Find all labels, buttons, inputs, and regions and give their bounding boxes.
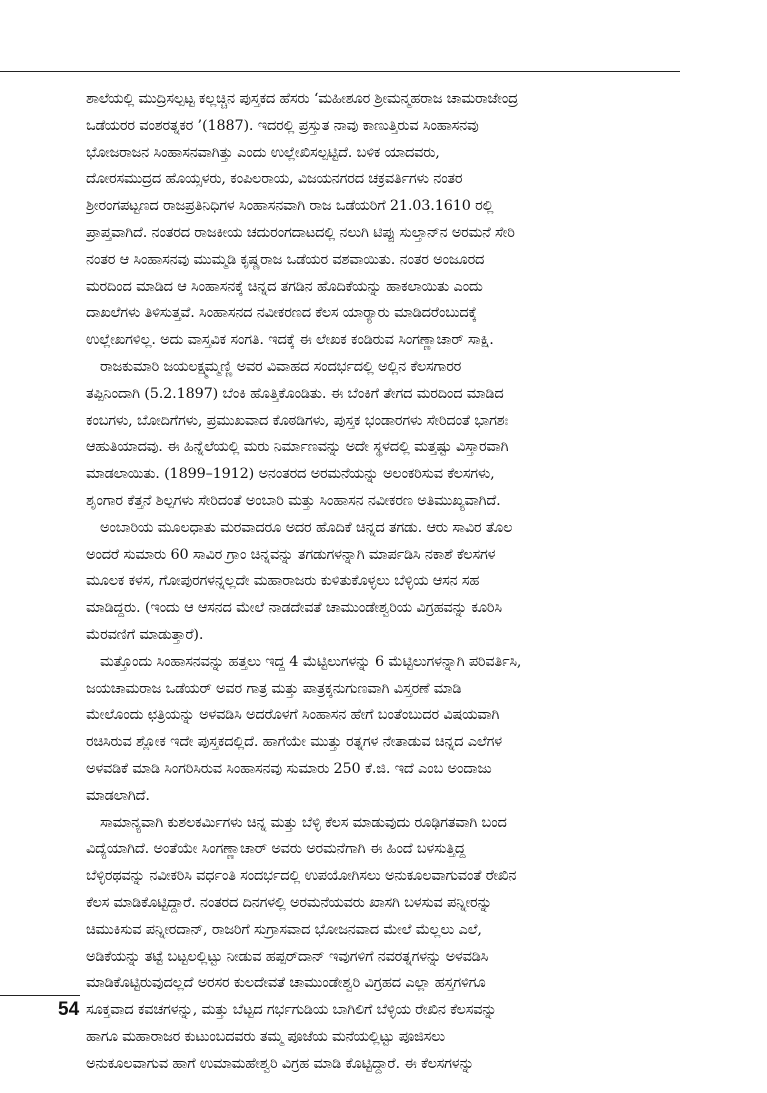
text-line: ಕಂಬಗಳು, ಬೋದಿಗೆಗಳು, ಪ್ರಮುಖವಾದ ಕೊಠಡಿಗಳು, ಪುಸ್ತಕ ಭಂಡಾರಗಳು ಸೇರಿದಂತೆ ಭಾಗಶಃ: [86, 412, 509, 429]
text-line: ಮೆರವಣಿಗೆ ಮಾಡುತ್ತಾರೆ).: [86, 626, 204, 643]
text-line: ಮರದಿಂದ ಮಾಡಿದ ಆ ಸಿಂಹಾಸನಕ್ಕೆ ಚಿನ್ನದ ತಗಡಿನ ಹೊದಿಕೆಯನ್ನು ಹಾಕಲಾಯಿತು ಎಂದು: [86, 278, 483, 295]
text-line: ಅಂದರೆ ಸುಮಾರು 60 ಸಾವಿರ ಗ್ರಾಂ ಚಿನ್ನವನ್ನು ತಗಡುಗಳನ್ನಾಗಿ ಮಾರ್ಪಡಿಸಿ ನಕಾಶೆ ಕೆಲಸಗಳ: [86, 546, 496, 563]
text-line: ಮಾಡಿಕೊಟ್ಟಿರುವುದಲ್ಲದೆ ಅರಸರ ಕುಲದೇವತೆ ಚಾಮುಂಡೇಶ್ವರಿ ವಿಗ್ರಹದ ಎಲ್ಲಾ ಹಸ್ತಗಳಿಗೂ: [86, 975, 486, 992]
text-line: ಸೂಕ್ತವಾದ ಕವಚಗಳನ್ನು, ಮತ್ತು ಬೆಟ್ಟದ ಗರ್ಭಗುಡಿಯ ಬಾಗಿಲಿಗೆ ಬೆಳ್ಳಿಯ ರೇಖಿನ ಕೆಲಸವನ್ನು: [86, 1002, 497, 1019]
text-line: ಒಡೆಯರರ ವಂಶರತ್ನಕರ ’(1887). ಇದರಲ್ಲಿ ಪ್ರಸ್ತುತ ನಾವು ಕಾಣುತ್ತಿರುವ ಸಿಂಹಾಸನವು: [86, 117, 479, 134]
text-line: ದಾಖಲೆಗಳು ತಿಳಿಸುತ್ತವೆ. ಸಿಂಹಾಸನದ ನವೀಕರಣದ ಕೆಲಸ ಯಾರ್‍ಯಾರು ಮಾಡಿದರೆಂಬುದಕ್ಕೆ: [86, 305, 477, 322]
text-line: ಅಂಬಾರಿಯ ಮೂಲಧಾತು ಮರವಾದರೂ ಅದರ ಹೊದಿಕೆ ಚಿನ್ನದ ತಗಡು. ಆರು ಸಾವಿರ ತೊಲ: [100, 519, 513, 536]
text-line: ನಂತರ ಆ ಸಿಂಹಾಸನವು ಮುಮ್ಮಡಿ ಕೃಷ್ಣರಾಜ ಒಡೆಯರ ವಶವಾಯಿತು. ನಂತರ ಅಂಜೂರದ: [86, 251, 485, 268]
page-number: 54: [58, 999, 80, 1020]
text-line: ಹಾಗೂ ಮಹಾರಾಜರ ಕುಟುಂಬದವರು ತಮ್ಮ ಪೂಜೆಯ ಮನೆಯಲ್ಲಿಟ್ಟು ಪೂಜಿಸಲು: [86, 1028, 445, 1045]
text-line: ಅನುಕೂಲವಾಗುವ ಹಾಗೆ ಉಮಾಮಹೇಶ್ವರಿ ವಿಗ್ರಹ ಮಾಡಿ ಕೊಟ್ಟಿದ್ದಾರೆ. ಈ ಕೆಲಸಗಳನ್ನು: [86, 1055, 474, 1072]
text-line: ರಾಜಕುಮಾರಿ ಜಯಲಕ್ಷ್ಮಮ್ಮಣ್ಣಿ ಅವರ ವಿವಾಹದ ಸಂದರ್ಭದಲ್ಲಿ ಅಲ್ಲಿನ ಕೆಲಸಗಾರರ: [100, 358, 462, 375]
text-line: ಮೇಲೊಂದು ಛತ್ರಿಯನ್ನು ಅಳವಡಿಸಿ ಅದರೊಳಗೆ ಸಿಂಹಾಸನ ಹೇಗೆ ಬಂತೆಂಬುದರ ವಿಷಯವಾಗಿ: [86, 707, 500, 724]
text-line: ಚಿಮುಕಿಸುವ ಪನ್ನೀರದಾನ್, ರಾಜರಿಗೆ ಸುಗ್ರಾಸವಾದ ಭೋಜನವಾದ ಮೇಲೆ ಮೆಲ್ಲಲು ಎಲೆ,: [86, 921, 482, 938]
text-line: ಸಾಮಾನ್ಯವಾಗಿ ಕುಶಲಕರ್ಮಿಗಳು ಚಿನ್ನ ಮತ್ತು ಬೆಳ್ಳಿ ಕೆಲಸ ಮಾಡುವುದು ರೂಢಿಗತವಾಗಿ ಬಂದ: [100, 814, 507, 831]
body-text: [86, 86, 686, 1077]
text-line: ಮಾಡಿದ್ದರು. (ಇಂದು ಆ ಆಸನದ ಮೇಲೆ ನಾಡದೇವತೆ ಚಾಮುಂಡೇಶ್ವರಿಯ ವಿಗ್ರಹವನ್ನು ಕೂರಿಸಿ: [86, 600, 502, 617]
text-line: ಬೆಳ್ಳಿರಥವನ್ನು ನವೀಕರಿಸಿ ವರ್ಧಂತಿ ಸಂದರ್ಭದಲ್ಲಿ ಉಪಯೋಗಿಸಲು ಅನುಕೂಲವಾಗುವಂತೆ ರೇಖಿನ: [86, 868, 517, 885]
text-line: ಶಾಲೆಯಲ್ಲಿ ಮುದ್ರಿಸಲ್ಪಟ್ಟ ಕಲ್ಲಚ್ಚಿನ ಪುಸ್ತಕದ ಹೆಸರು ‘ಮಹೀಶೂರ ಶ್ರೀಮನ್ಮಹರಾಜ ಚಾಮರಾಜೇಂದ್ರ: [86, 91, 518, 107]
text-line: ಭೋಜರಾಜನ ಸಿಂಹಾಸನವಾಗಿತ್ತು ಎಂದು ಉಲ್ಲೇಖಿಸಲ್ಪಟ್ಟಿದೆ. ಬಳಿಕ ಯಾದವರು,: [86, 144, 440, 161]
text-line: ಅಡಿಕೆಯನ್ನು ತಟ್ಟೆ ಬಟ್ಟಲಲ್ಲಿಟ್ಟು ನೀಡುವ ಹಪ್ಪರ್‌ದಾನ್ ಇವುಗಳಿಗೆ ನವರತ್ನಗಳನ್ನು ಅಳವಡಿಸಿ: [86, 948, 489, 965]
text-line: ಜಯಚಾಮರಾಜ ಒಡೆಯರ್ ಅವರ ಗಾತ್ರ ಮತ್ತು ಪಾತ್ರಕ್ಕನುಗುಣವಾಗಿ ವಿಸ್ತರಣೆ ಮಾಡಿ: [86, 680, 462, 697]
footer-rule: [0, 995, 80, 996]
text-line: ಮೂಲಕ ಕಳಸ, ಗೋಪುರಗಳನ್ನಲ್ಲದೇ ಮಹಾರಾಜರು ಕುಳಿತುಕೊಳ್ಳಲು ಬೆಳ್ಳಿಯ ಆಸನ ಸಹ: [86, 573, 480, 590]
text-line: ರಚಿಸಿರುವ ಶ್ಲೋಕ ಇದೇ ಪುಸ್ತಕದಲ್ಲಿದೆ. ಹಾಗೆಯೇ ಮುತ್ತು ರತ್ನಗಳ ನೇತಾಡುವ ಚಿನ್ನದ ಎಲೆಗಳ: [86, 734, 502, 751]
text-line: ವಿದ್ಯೆಯಾಗಿದೆ. ಅಂತೆಯೇ ಸಿಂಗಣ್ಣಾಚಾರ್ ಅವರು ಅರಮನೆಗಾಗಿ ಈ ಹಿಂದೆ ಬಳಸುತ್ತಿದ್ದ: [86, 841, 466, 858]
text-line: ದೋರಸಮುದ್ರದ ಹೊಯ್ಸಳರು, ಕಂಪಿಲರಾಯ, ವಿಜಯನಗರದ ಚಕ್ರವರ್ತಿಗಳು ನಂತರ: [86, 171, 463, 188]
header-rule: [0, 71, 680, 72]
text-line: ಶ್ರೀರಂಗಪಟ್ಟಣದ ರಾಜಪ್ರತಿನಿಧಿಗಳ ಸಿಂಹಾಸನವಾಗಿ ರಾಜ ಒಡೆಯರಿಗೆ 21.03.1610 ರಲ್ಲಿ: [86, 198, 494, 215]
text-line: ಆಹುತಿಯಾದವು. ಈ ಹಿನ್ನೆಲೆಯಲ್ಲಿ ಮರು ನಿರ್ಮಾಣವನ್ನು ಅದೇ ಸ್ಥಳದಲ್ಲಿ ಮತ್ತಷ್ಟು ವಿಸ್ತಾರವಾಗಿ: [86, 439, 509, 456]
text-line: ಅಳವಡಿಕೆ ಮಾಡಿ ಸಿಂಗರಿಸಿರುವ ಸಿಂಹಾಸನವು ಸುಮಾರು 250 ಕೆ.ಜಿ. ಇದೆ ಎಂಬ ಅಂದಾಜು: [86, 760, 492, 777]
text-line: ತಪ್ಪಿನಿಂದಾಗಿ (5.2.1897) ಬೆಂಕಿ ಹೊತ್ತಿಕೊಂಡಿತು. ಈ ಬೆಂಕಿಗೆ ತೇಗದ ಮರದಿಂದ ಮಾಡಿದ: [86, 385, 504, 402]
text-line: ಶೃಂಗಾರ ಕೆತ್ತನೆ ಶಿಲ್ಪಗಳು ಸೇರಿದಂತೆ ಅಂಬಾರಿ ಮತ್ತು ಸಿಂಹಾಸನ ನವೀಕರಣ ಅತಿಮುಖ್ಯವಾಗಿದೆ.: [86, 492, 501, 509]
text-line: ಮತ್ತೊಂದು ಸಿಂಹಾಸನವನ್ನು ಹತ್ತಲು ಇದ್ದ 4 ಮೆಟ್ಟಿಲುಗಳನ್ನು 6 ಮೆಟ್ಟಿಲುಗಳನ್ನಾಗಿ ಪರಿವರ್ತಿಸಿ,: [100, 653, 522, 670]
text-line: ಕೆಲಸ ಮಾಡಿಕೊಟ್ಟಿದ್ದಾರೆ. ನಂತರದ ದಿನಗಳಲ್ಲಿ ಅರಮನೆಯವರು ಖಾಸಗಿ ಬಳಸುವ ಪನ್ನೀರನ್ನು: [86, 894, 492, 911]
text-line: ಮಾಡಲಾಗಿದೆ.: [86, 787, 150, 804]
text-line: ಪ್ರಾಪ್ತವಾಗಿದೆ. ನಂತರದ ರಾಜಕೀಯ ಚದುರಂಗದಾಟದಲ್ಲಿ ನಲುಗಿ ಟಿಪ್ಪು ಸುಲ್ತಾನ್‌ನ ಅರಮನೆ ಸೇರಿ: [86, 224, 515, 241]
text-line: ಉಲ್ಲೇಖಗಳಿಲ್ಲ. ಅದು ವಾಸ್ತವಿಕ ಸಂಗತಿ. ಇದಕ್ಕೆ ಈ ಲೇಖಕ ಕಂಡಿರುವ ಸಿಂಗಣ್ಣಾಚಾರ್ ಸಾಕ್ಷಿ.: [86, 332, 494, 349]
text-line: ಮಾಡಲಾಯಿತು. (1899–1912) ಅನಂತರದ ಅರಮನೆಯನ್ನು ಅಲಂಕರಿಸುವ ಕೆಲಸಗಳು,: [86, 466, 495, 483]
